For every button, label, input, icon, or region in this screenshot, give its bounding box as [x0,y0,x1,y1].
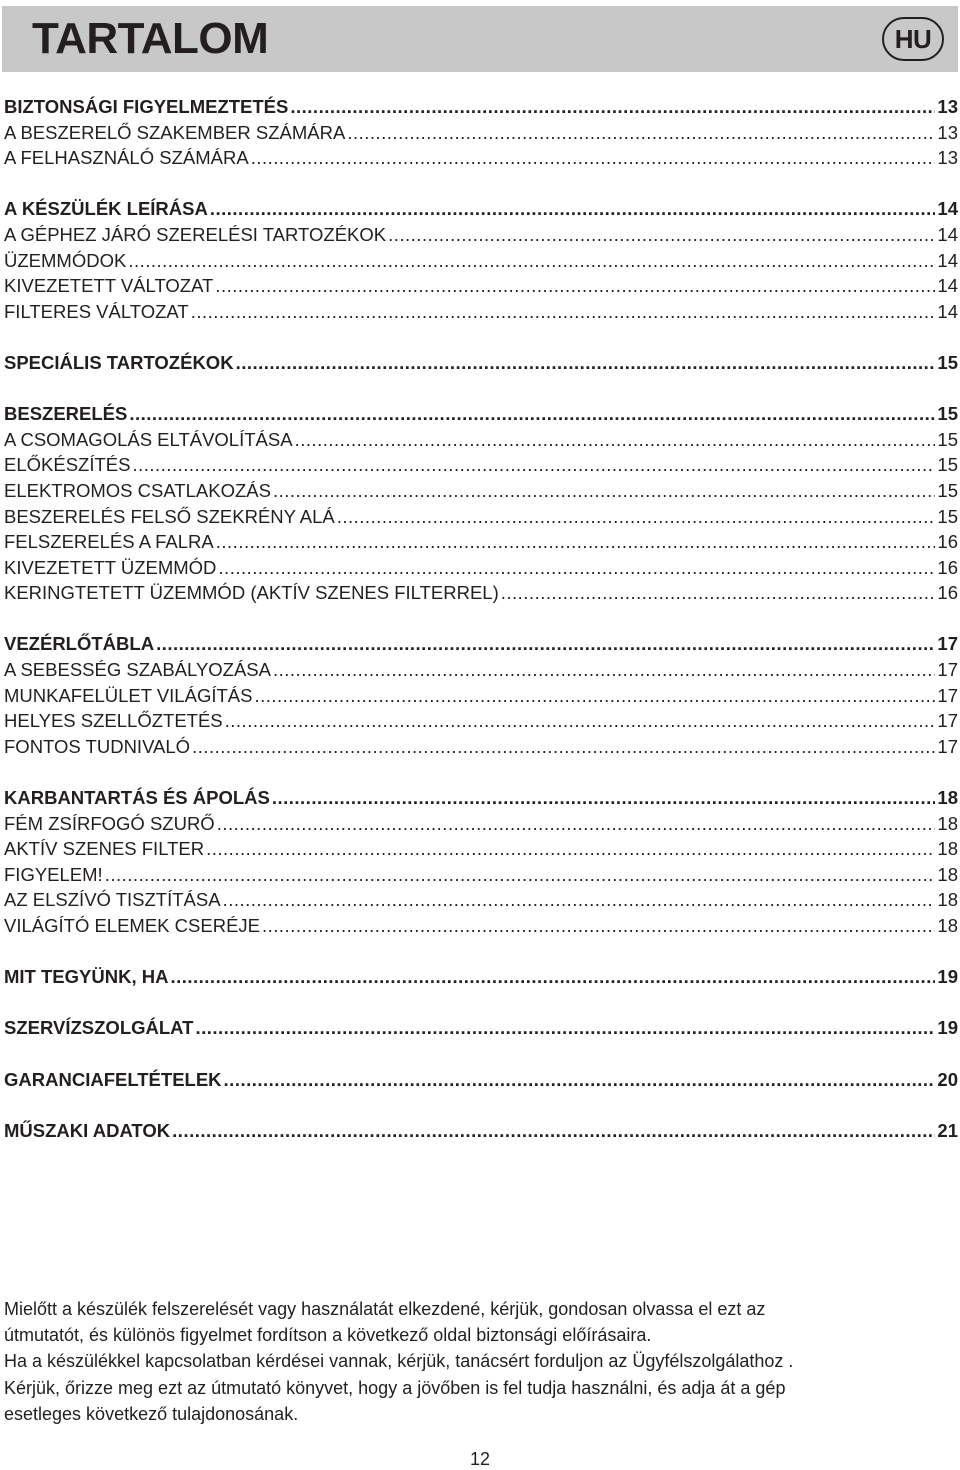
toc-page-number: 17 [937,659,958,681]
toc-page-number: 17 [937,735,958,757]
toc-entry-label: FÉM ZSÍRFOGÓ SZURŐ [4,812,215,834]
toc-entry-label: A SEBESSÉG SZABÁLYOZÁSA [4,659,271,681]
toc-dot-leader [105,862,936,888]
intro-paragraph [4,1296,954,1427]
toc-dot-leader [206,836,935,862]
toc-section [4,196,958,324]
table-of-contents [4,94,958,1169]
toc-entry-label: VEZÉRLŐTÁBLA [4,633,155,655]
toc-entry [4,708,958,734]
toc-page-number: 15 [937,479,958,501]
toc-section [4,964,958,990]
toc-entry-label: A KÉSZÜLÉK LEÍRÁSA [4,198,208,220]
toc-entry-label: AZ ELSZÍVÓ TISZTÍTÁSA [4,889,221,911]
toc-page-number: 15 [937,428,958,450]
toc-heading-entry [4,401,958,427]
toc-dot-leader [254,683,935,709]
toc-entry-label: A BESZERELŐ SZAKEMBER SZÁMÁRA [4,121,346,143]
toc-dot-leader [225,708,936,734]
toc-entry-label: KARBANTARTÁS ÉS ÁPOLÁS [4,787,270,809]
toc-page-number: 17 [937,633,958,655]
toc-page-number: 16 [937,582,958,604]
toc-entry-label: A CSOMAGOLÁS ELTÁVOLÍTÁSA [4,428,293,450]
toc-dot-leader [191,299,936,325]
intro-line: esetleges következő tulajdonosának. [4,1403,299,1424]
toc-heading-entry [4,785,958,811]
toc-dot-leader [192,734,935,760]
toc-entry [4,299,958,325]
page-number: 12 [469,1449,491,1469]
toc-entry-label: MŰSZAKI ADATOK [4,1119,171,1141]
toc-dot-leader [218,555,935,581]
toc-entry [4,913,958,939]
toc-page-number: 13 [937,147,958,169]
toc-entry [4,222,958,248]
toc-dot-leader [128,248,935,274]
toc-entry-label: KIVEZETETT ÜZEMMÓD [4,556,217,578]
toc-entry-label: FIGYELEM! [4,863,103,885]
toc-entry-label: GARANCIAFELTÉTELEK [4,1068,222,1090]
toc-page-number: 15 [937,351,958,373]
toc-dot-leader [215,273,935,299]
toc-entry [4,120,958,146]
toc-entry-label: BESZERELÉS FELSŐ SZEKRÉNY ALÁ [4,505,335,527]
toc-dot-leader [195,1015,935,1041]
toc-page-number: 13 [937,121,958,143]
toc-entry-label: FELSZERELÉS A FALRA [4,531,214,553]
toc-entry [4,734,958,760]
toc-dot-leader [337,504,936,530]
toc-dot-leader [273,657,935,683]
toc-page-number: 16 [937,531,958,553]
toc-dot-leader [388,222,935,248]
language-badge: HU [882,17,944,61]
toc-dot-leader [224,1067,936,1093]
toc-page-number: 18 [937,863,958,885]
intro-line: Mielőtt a készülék felszerelését vagy használatát elkezdené, kérjük, gondosan olvassa el ezt az [4,1299,766,1319]
toc-heading-entry [4,94,958,120]
toc-heading-entry [4,196,958,222]
toc-entry-label: KIVEZETETT VÁLTOZAT [4,275,214,297]
toc-page-number: 15 [937,403,958,425]
toc-entry-label: KERINGTETETT ÜZEMMÓD (AKTÍV SZENES FILTERREL) [4,582,499,604]
toc-dot-leader [132,452,935,478]
toc-entry-label: ELŐKÉSZÍTÉS [4,454,131,476]
toc-page-number: 18 [937,812,958,834]
toc-entry [4,478,958,504]
toc-dot-leader [170,964,935,990]
toc-entry [4,555,958,581]
toc-dot-leader [251,145,936,171]
toc-entry [4,452,958,478]
toc-page-number: 17 [937,684,958,706]
toc-page-number: 20 [937,1068,958,1090]
toc-heading-entry [4,1118,958,1144]
toc-dot-leader [290,94,935,120]
toc-entry [4,836,958,862]
toc-dot-leader [273,478,935,504]
toc-section [4,401,958,606]
toc-page-number: 15 [937,454,958,476]
toc-dot-leader [236,350,936,376]
toc-entry [4,273,958,299]
intro-line: Ha a készülékkel kapcsolatban kérdései vannak, kérjük, tanácsért forduljon az Ügyfélszolgálathoz . [4,1351,794,1372]
toc-section [4,631,958,759]
toc-dot-leader [272,785,936,811]
toc-page-number: 15 [937,505,958,527]
toc-entry-label: A GÉPHEZ JÁRÓ SZERELÉSI TARTOZÉKOK [4,223,387,245]
toc-heading-entry [4,1067,958,1093]
toc-page-number: 17 [937,710,958,732]
toc-entry [4,862,958,888]
toc-dot-leader [295,427,936,453]
toc-dot-leader [216,529,936,555]
toc-entry [4,529,958,555]
intro-line: útmutatót, és különös figyelmet fordítson a következő oldal biztonsági előírásaira. [4,1325,652,1346]
toc-page-number: 19 [937,1017,958,1039]
toc-entry-label: SPECIÁLIS TARTOZÉKOK [4,351,234,373]
toc-dot-leader [501,580,936,606]
toc-section [4,785,958,939]
toc-entry-label: A FELHASZNÁLÓ SZÁMÁRA [4,147,249,169]
toc-entry-label: BIZTONSÁGI FIGYELMEZTETÉS [4,96,289,117]
toc-heading-entry [4,631,958,657]
toc-section [4,350,958,376]
toc-dot-leader [129,401,935,427]
toc-entry [4,683,958,709]
toc-dot-leader [262,913,935,939]
page-title: TARTALOM [32,14,269,63]
toc-heading-entry [4,1015,958,1041]
toc-page-number: 18 [937,889,958,911]
toc-entry-label: MUNKAFELÜLET VILÁGÍTÁS [4,684,253,706]
toc-entry [4,657,958,683]
toc-dot-leader [217,811,936,837]
toc-entry-label: BESZERELÉS [4,403,128,425]
toc-entry [4,580,958,606]
toc-page-number: 18 [937,787,958,809]
toc-entry [4,427,958,453]
toc-section [4,1118,958,1144]
toc-page-number: 18 [937,838,958,860]
toc-section [4,1067,958,1093]
toc-entry-label: VILÁGÍTÓ ELEMEK CSERÉJE [4,915,260,936]
toc-entry [4,811,958,837]
toc-page-number: 19 [937,966,958,988]
toc-entry-label: FONTOS TUDNIVALÓ [4,735,191,757]
toc-dot-leader [210,196,936,222]
toc-entry-label: HELYES SZELLŐZTETÉS [4,710,223,732]
toc-page-number: 14 [937,223,958,245]
toc-section [4,94,958,171]
toc-dot-leader [172,1118,935,1144]
toc-page-number: 16 [937,556,958,578]
toc-dot-leader [223,887,936,913]
toc-page-number: 14 [937,275,958,297]
toc-page-number: 13 [937,96,958,117]
toc-entry [4,504,958,530]
toc-entry-label: AKTÍV SZENES FILTER [4,838,205,860]
toc-entry-label: ELEKTROMOS CSATLAKOZÁS [4,479,271,501]
toc-page-number: 14 [937,249,958,271]
toc-page-number: 14 [937,198,958,220]
toc-entry-label: SZERVÍZSZOLGÁLAT [4,1017,194,1039]
intro-line: Kérjük, őrizze meg ezt az útmutató könyvet, hogy a jövőben is fel tudja használni, és adja át a gép [4,1377,786,1398]
toc-dot-leader [156,631,935,657]
toc-entry-label: ÜZEMMÓDOK [4,249,127,271]
toc-entry [4,145,958,171]
toc-entry [4,248,958,274]
toc-dot-leader [347,120,935,146]
toc-heading-entry [4,350,958,376]
toc-page-number: 14 [937,300,958,322]
toc-entry-label: MIT TEGYÜNK, HA [4,966,169,988]
header-bar [2,6,958,72]
toc-page-number: 18 [937,915,958,936]
toc-entry-label: FILTERES VÁLTOZAT [4,300,189,322]
toc-entry [4,887,958,913]
toc-heading-entry [4,964,958,990]
toc-page-number: 21 [937,1119,958,1141]
toc-section [4,1015,958,1041]
